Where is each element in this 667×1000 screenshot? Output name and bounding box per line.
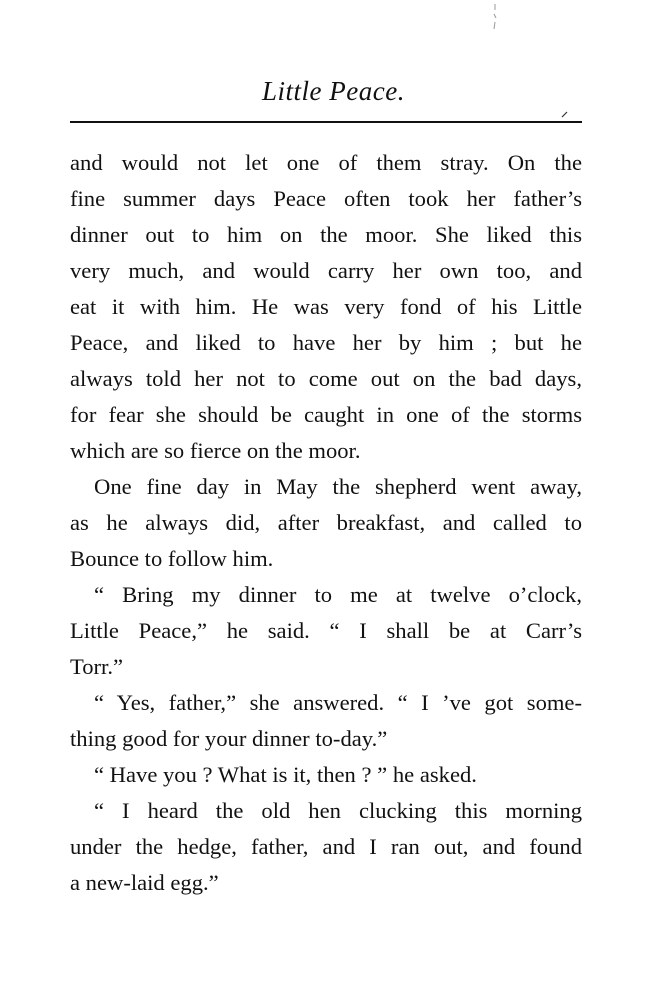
rule-tick-mark (560, 109, 570, 119)
paragraph-1 (70, 145, 582, 469)
paragraph-3-cont (70, 613, 582, 685)
text-line: “ I heard the old hen clucking this morning (94, 798, 582, 823)
paragraph-5 (70, 757, 582, 793)
text-line: “ Yes, father,” she answered. “ I ’ve got some- (94, 690, 582, 715)
text-line: as he always did, after breakfast, and called to (70, 510, 582, 535)
paragraph-6-cont (70, 829, 582, 901)
text-line: Little Peace,” he said. “ I shall be at Carr’s (70, 618, 582, 643)
text-line: for fear she should be caught in one of the storms (70, 402, 582, 427)
paragraph-3 (70, 577, 582, 613)
text-line: “ Have you ? What is it, then ? ” he asked. (94, 762, 477, 787)
text-line: thing good for your dinner to-day.” (70, 726, 388, 751)
paragraph-6 (70, 793, 582, 829)
running-head: Little Peace. (262, 76, 405, 106)
header-rule (70, 121, 582, 123)
text-line: very much, and would carry her own too, and (70, 258, 582, 283)
paragraph-2-cont (70, 505, 582, 577)
paragraph-4-cont (70, 721, 582, 757)
paragraph-2 (70, 469, 582, 505)
paragraph-4 (70, 685, 582, 721)
text-line: dinner out to him on the moor. She liked this (70, 222, 582, 247)
text-line: under the hedge, father, and I ran out, and found (70, 834, 582, 859)
text-line: “ Bring my dinner to me at twelve o’clock, (94, 582, 582, 607)
text-line: which are so fierce on the moor. (70, 438, 361, 463)
text-line: eat it with him. He was very fond of his Little (70, 294, 582, 319)
text-line: Bounce to follow him. (70, 546, 274, 571)
text-line: One fine day in May the shepherd went away, (94, 474, 582, 499)
text-line: a new-laid egg.” (70, 870, 219, 895)
text-line: Peace, and liked to have her by him ; but he (70, 330, 582, 355)
text-line: always told her not to come out on the bad days, (70, 366, 582, 391)
body-text (70, 145, 582, 901)
text-line: and would not let one of them stray. On the (70, 150, 582, 175)
margin-pencil-mark (491, 2, 499, 32)
text-line: Torr.” (70, 654, 123, 679)
text-line: fine summer days Peace often took her father’s (70, 186, 582, 211)
